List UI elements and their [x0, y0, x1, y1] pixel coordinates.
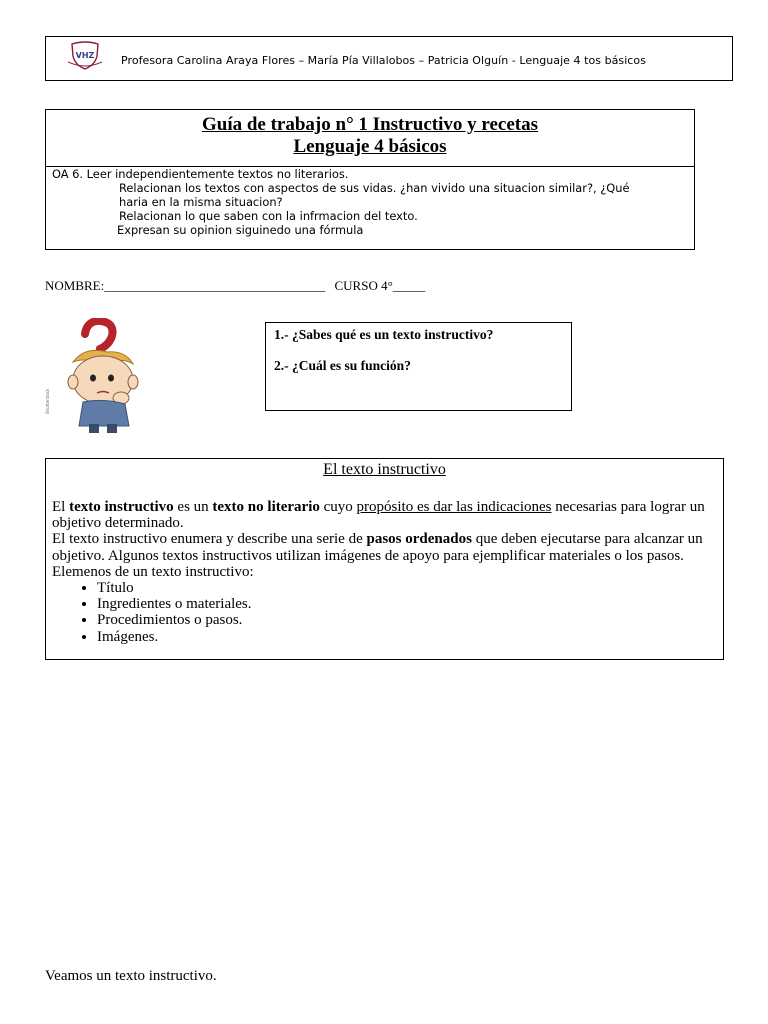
header-authors: Profesora Carolina Araya Flores – María Pía Villalobos – Patricia Olguín - Lenguaje 4 tos básicos: [121, 54, 646, 67]
title-section: [46, 110, 694, 167]
image-watermark: Shutterstock: [45, 388, 50, 414]
list-item: • Imágenes.: [97, 629, 717, 645]
school-logo: [68, 40, 102, 70]
objective-line: Relacionan los textos con aspectos de sus vidas. ¿han vivido una situacion similar?, ¿Qué: [119, 181, 630, 195]
objectives-section: [46, 167, 694, 237]
objective-line: haria en la misma situacion?: [119, 195, 283, 209]
footer-text: Veamos un texto instructivo.: [45, 968, 217, 984]
objective-line: Relacionan lo que saben con la infrmacion del texto.: [119, 209, 418, 223]
texto-instructivo-box: [45, 458, 724, 660]
term-proposito: propósito es dar las indicaciones: [356, 499, 552, 515]
term-pasos-ordenados: pasos ordenados: [366, 531, 472, 548]
elements-heading: Elemenos de un texto instructivo:: [52, 563, 254, 580]
section-body: [46, 499, 723, 645]
student-info-line: [45, 278, 425, 294]
paragraph-description: El texto instructivo enumera y describe una serie de pasos ordenados que deben ejecutarse para alcanzar un objetivo. Algunos textos instructivos utilizan imágenes de apoyo para ejemplificar materiales o los pasos.: [52, 531, 703, 564]
question-1: 1.- ¿Sabes qué es un texto instructivo?: [274, 327, 494, 342]
guide-title: Guía de trabajo n° 1 Instructivo y recetas: [201, 114, 539, 135]
elements-list: [52, 580, 717, 645]
question-2: 2.- ¿Cuál es su función?: [274, 358, 411, 373]
svg-text:VHZ: VHZ: [75, 51, 95, 60]
objective-line: OA 6. Leer independientemente textos no literarios.: [52, 167, 349, 181]
curso-field[interactable]: CURSO 4°_____: [334, 278, 426, 293]
section-title: El texto instructivo: [323, 461, 446, 478]
term-texto-instructivo: texto instructivo: [69, 499, 174, 515]
nombre-field[interactable]: NOMBRE:__________________________________: [45, 278, 326, 293]
page-header: [45, 36, 733, 81]
objective-line: Expresan su opinion siguinedo una fórmula: [117, 223, 364, 237]
list-item: • Ingredientes o materiales.: [97, 596, 717, 612]
guide-title-box: [45, 109, 695, 250]
term-no-literario: texto no literario: [212, 499, 320, 515]
list-item: • Procedimientos o pasos.: [97, 612, 717, 628]
guide-subtitle: Lenguaje 4 básicos: [293, 136, 447, 157]
paragraph-definition: El texto instructivo es un texto no literario cuyo propósito es dar las indicaciones necesarias para lograr un objetivo determinado.: [52, 499, 705, 532]
list-item: • Título: [97, 580, 717, 596]
questions-box: [265, 322, 572, 411]
thinking-child-image: [45, 318, 185, 433]
